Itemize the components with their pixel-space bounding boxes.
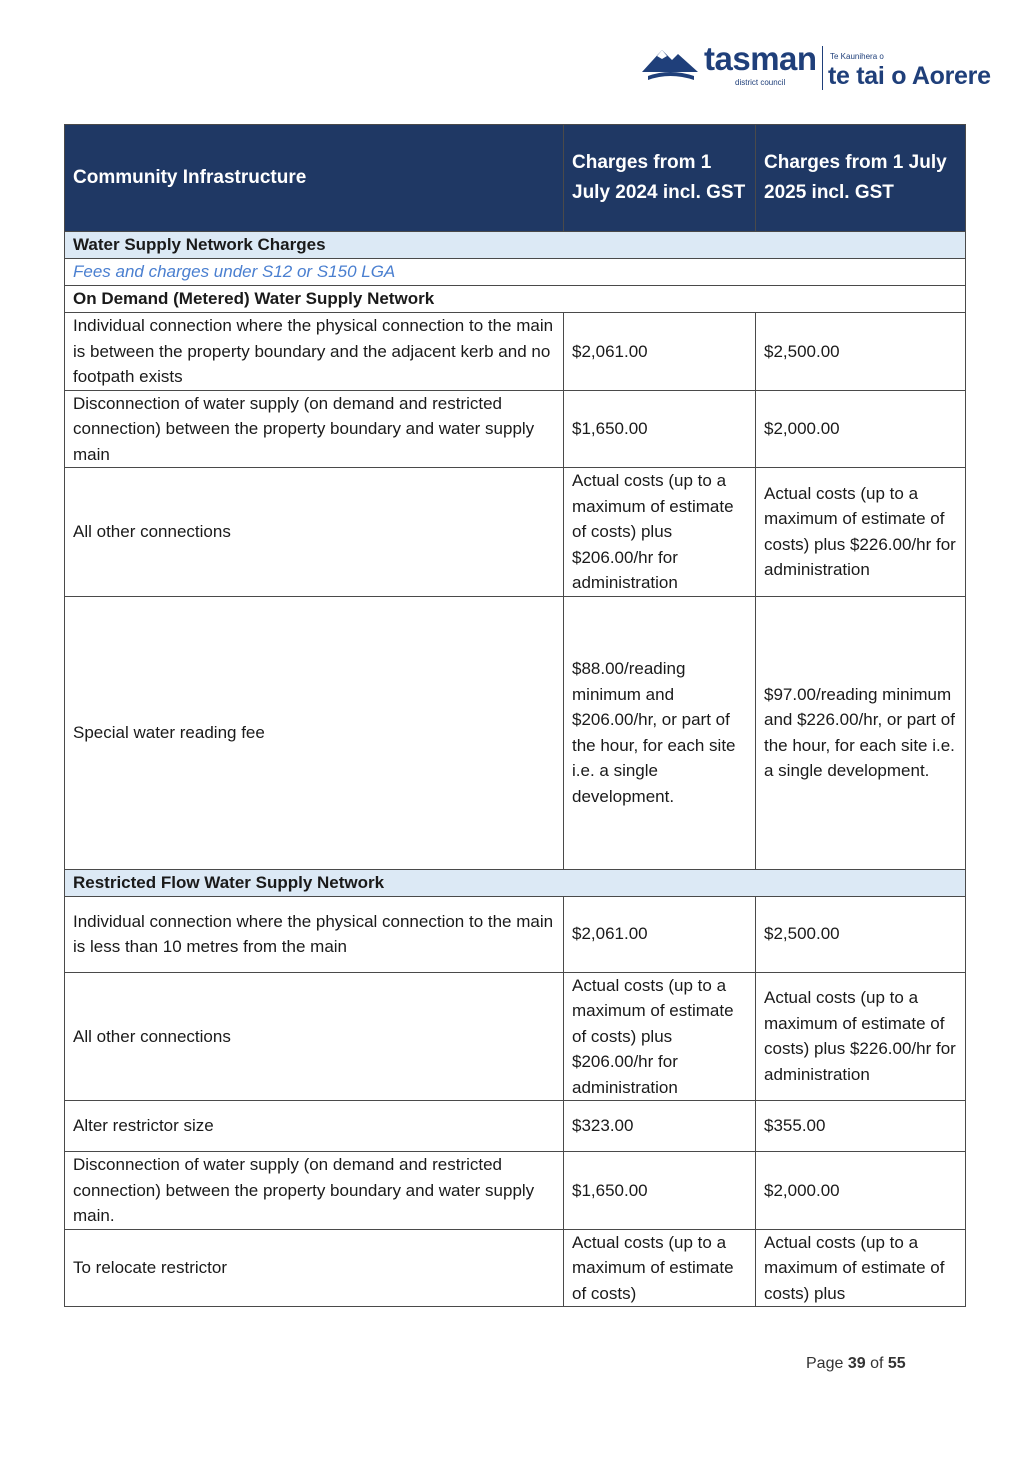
section-row: [65, 232, 966, 259]
row-charge-2025: Actual costs (up to a maximum of estimate of costs) plus $226.00/hr for administration: [756, 972, 966, 1101]
row-charge-2024: Actual costs (up to a maximum of estimate of costs) plus $206.00/hr for administration: [564, 468, 756, 597]
header-community-infrastructure: Community Infrastructure: [65, 125, 564, 232]
row-description: All other connections: [65, 972, 564, 1101]
section-water-supply: Water Supply Network Charges: [65, 232, 966, 259]
row-charge-2024: $1,650.00: [564, 390, 756, 468]
row-charge-2024: $323.00: [564, 1101, 756, 1152]
fees-note: Fees and charges under S12 or S150 LGA: [65, 259, 966, 286]
table-row: [65, 596, 966, 869]
row-charge-2025: $97.00/reading minimum and $226.00/hr, or part of the hour, for each site i.e. a single development.: [756, 596, 966, 869]
mountain-logo-icon: [640, 42, 700, 84]
logo-brand: tasman: [704, 40, 817, 77]
table-row: [65, 313, 966, 391]
row-charge-2025: Actual costs (up to a maximum of estimate of costs) plus: [756, 1229, 966, 1307]
row-description: Individual connection where the physical connection to the main is between the property boundary and the adjacent kerb and no footpath exists: [65, 313, 564, 391]
row-charge-2024: $1,650.00: [564, 1152, 756, 1230]
section-restricted-flow: Restricted Flow Water Supply Network: [65, 869, 966, 896]
page-current: 39: [847, 1355, 866, 1372]
logo-divider: [822, 46, 823, 90]
row-description: Disconnection of water supply (on demand and restricted connection) between the property boundary and water supply main.: [65, 1152, 564, 1230]
row-description: Disconnection of water supply (on demand and restricted connection) between the property boundary and water supply main: [65, 390, 564, 468]
logo-subtitle: district council: [735, 78, 786, 87]
logo-maori-big: te tai o Aorere: [828, 62, 991, 90]
row-description: Alter restrictor size: [65, 1101, 564, 1152]
table-header-row: [65, 125, 966, 232]
page-total: 55: [887, 1355, 906, 1372]
header-charges-2024: Charges from 1 July 2024 incl. GST: [564, 125, 756, 232]
charges-table: [64, 124, 966, 1307]
section-on-demand: On Demand (Metered) Water Supply Network: [65, 286, 966, 313]
row-description: All other connections: [65, 468, 564, 597]
page-number: [806, 1355, 906, 1373]
table-row: [65, 1101, 966, 1152]
row-charge-2024: $88.00/reading minimum and $206.00/hr, or part of the hour, for each site i.e. a single development.: [564, 596, 756, 869]
row-description: Individual connection where the physical connection to the main is less than 10 metres from the main: [65, 896, 564, 972]
table-row: [65, 468, 966, 597]
row-charge-2025: Actual costs (up to a maximum of estimate of costs) plus $226.00/hr for administration: [756, 468, 966, 597]
row-charge-2024: Actual costs (up to a maximum of estimate of costs): [564, 1229, 756, 1307]
table-row: [65, 972, 966, 1101]
row-description: Special water reading fee: [65, 596, 564, 869]
table-row: [65, 1229, 966, 1307]
table-row: [65, 390, 966, 468]
row-charge-2025: $2,500.00: [756, 313, 966, 391]
subsection-row: [65, 286, 966, 313]
row-charge-2024: Actual costs (up to a maximum of estimate of costs) plus $206.00/hr for administration: [564, 972, 756, 1101]
page-label: Page: [806, 1355, 844, 1372]
tasman-logo: [640, 40, 1005, 96]
page-of: of: [870, 1355, 884, 1372]
row-charge-2024: $2,061.00: [564, 313, 756, 391]
table-row: [65, 1152, 966, 1230]
row-charge-2025: $2,500.00: [756, 896, 966, 972]
note-row: [65, 259, 966, 286]
section-row: [65, 869, 966, 896]
row-charge-2025: $355.00: [756, 1101, 966, 1152]
header-charges-2025: Charges from 1 July 2025 incl. GST: [756, 125, 966, 232]
row-charge-2024: $2,061.00: [564, 896, 756, 972]
row-charge-2025: $2,000.00: [756, 390, 966, 468]
logo-maori-small: Te Kaunihera o: [830, 52, 884, 61]
table-row: [65, 896, 966, 972]
row-charge-2025: $2,000.00: [756, 1152, 966, 1230]
row-description: To relocate restrictor: [65, 1229, 564, 1307]
